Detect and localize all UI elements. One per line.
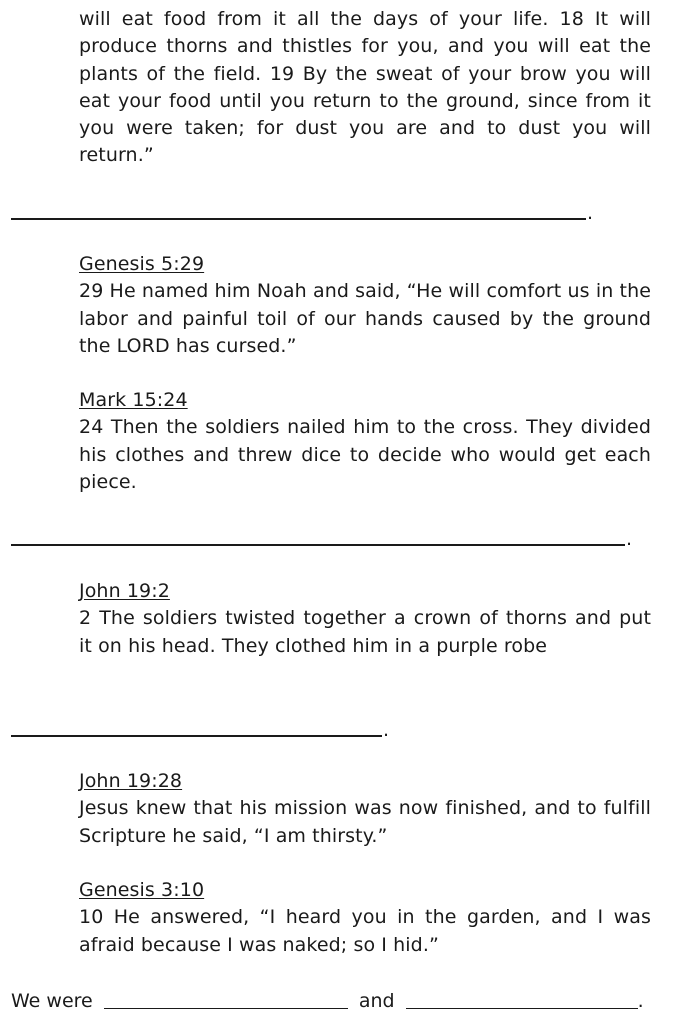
intro-passage-text: will eat food from it all the days of your life. 18 It will produce thorns and thistles for you, and you will eat the plants of the field. 19 By the sweat of your brow you will eat your food until you return to the ground, since from it you were taken; for dust you are and to dust you will return.”: [79, 8, 651, 167]
passage-text: 29 He named him Noah and said, “He will comfort us in the labor and painful toil of our hands caused by the ground the LORD has cursed.”: [79, 280, 651, 357]
answer-blank-2[interactable]: [11, 544, 625, 546]
final-prompt-connector: and: [358, 990, 395, 1012]
passage-text: Jesus knew that his mission was now finished, and to fulfill Scripture he said, “I am thirsty.”: [79, 797, 651, 847]
passage-john-19-28: [79, 768, 651, 850]
passage-text: 24 Then the soldiers nailed him to the cross. They divided his clothes and threw dice to decide who would get each piece.: [79, 416, 651, 493]
final-prompt-end: .: [637, 990, 644, 1012]
answer-blank-1[interactable]: [11, 218, 586, 220]
answer-blank-2-period: .: [626, 528, 633, 550]
passage-john-19-2: [79, 578, 651, 660]
passage-reference: Genesis 3:10: [79, 879, 205, 901]
passage-reference: Mark 15:24: [79, 389, 188, 411]
answer-blank-3[interactable]: [11, 735, 382, 737]
answer-blank-3-period: .: [383, 719, 390, 741]
final-blank-2[interactable]: [406, 988, 638, 1009]
passage-reference: Genesis 5:29: [79, 253, 205, 275]
passage-reference: John 19:2: [79, 580, 170, 602]
final-fill-in-row: [11, 988, 644, 1015]
passage-genesis-5-29: [79, 251, 651, 360]
passage-text: 10 He answered, “I heard you in the garden, and I was afraid because I was naked; so I hid.”: [79, 906, 651, 956]
passage-genesis-3-10: [79, 877, 651, 959]
final-prompt-lead: We were: [11, 990, 93, 1012]
final-blank-1[interactable]: [104, 988, 348, 1009]
answer-blank-1-period: .: [587, 202, 594, 224]
passage-text: 2 The soldiers twisted together a crown of thorns and put it on his head. They clothed him in a purple robe: [79, 607, 651, 657]
passage-mark-15-24: [79, 387, 651, 496]
intro-passage: [79, 6, 651, 170]
passage-reference: John 19:28: [79, 770, 183, 792]
